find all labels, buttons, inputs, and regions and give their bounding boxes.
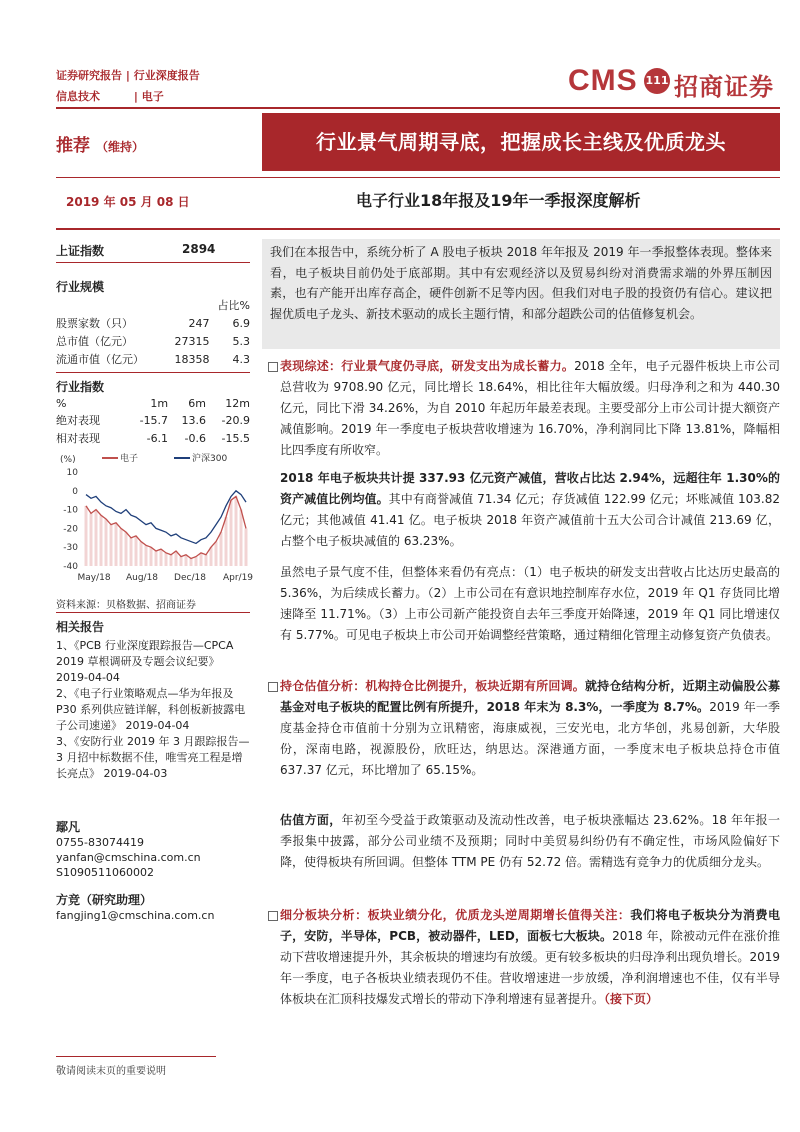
index-chart — [56, 450, 256, 586]
perf-value: -15.7 — [139, 413, 169, 427]
report-date: 2019 年 05 月 08 日 — [66, 195, 190, 209]
para-bold: 我们将电子板块分为消费电子，安防，半导体，PCB，被动器件，LED，面板七大板块。 — [280, 908, 780, 943]
legend-label-hs300: 沪深300 — [192, 454, 228, 464]
analyst-phone: 0755-83074419 — [56, 836, 144, 849]
scale-pct: 6.9 — [232, 316, 250, 330]
para-text: 年初至今受益于政策驱动及流动性改善，电子板块涨幅达 23.62%。18 年年报一季报集中披露，部分公司业绩不及预期；同时中美贸易纠纷仍有不确定性，市场风险偏好下降，使得板块有所回调。但整体 TTM PE 仍有 52.72 倍。需精选有竞争力的优质细分龙头。 — [280, 813, 780, 869]
para-text: 2018 全年，电子元器件板块上市公司总营收为 9708.90 亿元，同比增长 18.64%，相比往年大幅放缓。归母净利之和为 440.30 亿元，同比下滑 34.26%，为自 2010 年起历年最差表现。主要受部分上市公司计提大额资产减值影响。2019 年一季度电子板块营收增速为 16.70%，净利润同比下降 13.81%，降幅相比四季度有所收窄。 — [280, 359, 780, 457]
scale-label: 总市值（亿元） — [56, 335, 133, 348]
area-bar — [145, 545, 148, 566]
divider — [56, 372, 250, 373]
related-date: 2019-04-04 — [56, 671, 120, 684]
perf-col: 6m — [188, 397, 206, 410]
checkbox-icon — [268, 362, 278, 375]
perf-value: -0.6 — [184, 431, 206, 445]
area-bar — [95, 510, 98, 566]
continue-label: （接下页） — [604, 992, 659, 1006]
index-name: 上证指数 — [56, 244, 105, 258]
area-bar — [100, 515, 103, 566]
rating-label: 推荐 — [56, 136, 90, 156]
rating-note: （维持） — [96, 140, 145, 154]
area-bar — [180, 557, 183, 566]
scale-pct: 4.3 — [232, 352, 250, 366]
analyst-name: 方竞（研究助理） — [56, 893, 153, 907]
perf-label: 相对表现 — [56, 432, 100, 445]
y-tick-label: -40 — [63, 562, 78, 572]
para-performance — [280, 356, 780, 461]
analyst-email[interactable]: yanfan@cmschina.com.cn — [56, 851, 201, 864]
area-bar — [175, 551, 178, 566]
y-tick-label: -20 — [63, 524, 78, 535]
logo-cms-text: CMS — [568, 64, 638, 97]
x-tick-label: Aug/18 — [125, 573, 159, 583]
para-impairment — [280, 468, 780, 552]
related-text[interactable]: 2、《电子行业策略观点—华为年报及 P30 系列供应链详解，科创板新披露电子公司速递》 — [56, 687, 246, 732]
para-heading: 细分板块分析：板块业绩分化，优质龙头逆周期增长值得关注： — [280, 908, 631, 922]
scale-value: 18358 — [174, 352, 210, 366]
logo-cn-text: 招商证券 — [674, 73, 774, 101]
rating — [56, 131, 144, 156]
chart-ylabel: (%) — [60, 455, 76, 465]
scale-header: 占比% — [217, 299, 250, 312]
analyst-name: 鄢凡 — [56, 820, 81, 834]
checkbox-icon — [268, 682, 278, 695]
area-bar — [220, 532, 223, 566]
perf-value: -15.5 — [221, 431, 250, 445]
checkbox-icon — [268, 911, 278, 924]
para-segments — [280, 905, 780, 1010]
table-row — [56, 314, 250, 332]
area-bar — [125, 532, 128, 566]
para-text: 虽然电子景气度不佳，但整体来看仍有亮点：（1）电子板块的研发支出营收占比达历史最高的 5.36%，为后续成长蓄力。（2）上市公司在有意识地控制库存水位，2019 年 Q1 存货同比增速降至 11.71%。（3）上市公司新产能投资自去年三季度开始降速，2019 年 Q1 同比增速仅有 5.77%。可见电子板块上市公司开始调整经营策略，通过精细化管理主动修复资产负债表。 — [280, 565, 780, 642]
y-tick-label: -30 — [63, 543, 78, 554]
separator: | — [125, 69, 134, 82]
perf-col: % — [56, 397, 67, 410]
para-holdings — [280, 676, 780, 781]
area-bar — [160, 549, 163, 566]
table-row — [56, 429, 250, 447]
perf-value: -6.1 — [146, 431, 169, 445]
related-text[interactable]: 1、《PCB 行业深度跟踪报告—CPCA 2019 草根调研及专题会议纪要》 — [56, 639, 234, 668]
summary-text: 我们在本报告中，系统分析了 A 股电子板块 2018 年年报及 2019 年一季报整体表现。整体来看，电子板块目前仍处于底部期。其中有宏观经济以及贸易纠纷对消费需求端的外界压制因素，也有产能开出库存高企，硬件创新不足等内因。但我们对电子股的投资仍有信心。建议把握优质电子龙头、新技术驱动的成长主题行情，和部分超跌公司的估值修复机会。 — [270, 245, 772, 321]
related-item[interactable] — [56, 638, 250, 686]
perf-col: 12m — [225, 397, 250, 410]
area-bar — [120, 528, 123, 566]
area-bar — [150, 547, 153, 566]
table-row — [56, 411, 250, 429]
analyst-license: S1090511060002 — [56, 866, 154, 879]
area-bar — [225, 517, 228, 566]
area-bar — [155, 551, 158, 566]
cms-logo — [568, 62, 778, 102]
related-list — [56, 638, 250, 782]
related-item[interactable] — [56, 686, 250, 734]
area-bar — [105, 519, 108, 566]
para-highlights — [280, 562, 780, 646]
scale-pct: 5.3 — [232, 334, 250, 348]
report-type: 证券研究报告 — [56, 69, 122, 82]
y-tick-label: 0 — [72, 486, 78, 497]
area-bar — [230, 500, 233, 566]
x-tick-label: Apr/19 — [222, 573, 254, 583]
y-tick-label: -10 — [63, 505, 78, 516]
sector-line — [56, 88, 164, 104]
para-bold: 估值方面， — [280, 813, 342, 827]
report-subtitle: 电子行业18年报及19年一季报深度解析 — [356, 191, 641, 210]
area-bar — [235, 496, 238, 566]
separator: | — [133, 90, 142, 103]
scale-table — [56, 296, 250, 368]
perf-label: 绝对表现 — [56, 414, 100, 427]
area-bar — [245, 528, 248, 566]
table-row — [56, 332, 250, 350]
para-bold: 就持仓结构分析，近期主动偏股公募基金对电子板块的配置比例有所提升，2018 年末为 8.3%，一季度为 8.7%。 — [280, 679, 780, 714]
area-bar — [200, 553, 203, 566]
area-bar — [130, 538, 133, 566]
perf-title: 行业指数 — [56, 380, 105, 394]
perf-table — [56, 396, 250, 447]
related-text[interactable]: 3、《安防行业 2019 年 3 月跟踪报告—3 月招中标数据不佳，唯雪亮工程是增长亮点》 — [56, 735, 250, 780]
para-text: 其中有商誉减值 71.34 亿元；存货减值 122.99 亿元；坏账减值 103.82 亿元；其他减值 41.41 亿。电子板块 2018 年资产减值前十五大公司合计减值 213.69 亿，占整个电子板块减值的 63.23%。 — [280, 492, 780, 548]
area-bar — [165, 553, 168, 566]
report-title: 行业景气周期寻底，把握成长主线及优质龙头 — [262, 113, 780, 171]
perf-value: -20.9 — [221, 413, 250, 427]
para-heading: 表现综述：行业景气度仍寻底，研发支出为成长蓄力。 — [280, 359, 575, 373]
para-text: 2019 年一季度基金持仓市值前十分别为立讯精密，海康威视，三安光电，北方华创，兆易创新，大华股份，深南电路，视源股份，欣旺达，纳思达。深港通方面，一季度末电子板块总持仓市值 637.37 亿元，环比增加了 65.15%。 — [280, 700, 780, 777]
table-row — [56, 350, 250, 368]
index-row — [56, 242, 250, 259]
scale-value: 27315 — [174, 334, 210, 348]
sector: 信息技术 — [56, 90, 100, 103]
scale-label: 流通市值（亿元） — [56, 353, 144, 366]
divider — [56, 262, 250, 263]
area-bar — [110, 525, 113, 566]
area-bar — [185, 555, 188, 566]
related-title: 相关报告 — [56, 620, 105, 634]
subtitle-rule — [56, 228, 780, 230]
related-date: 2019-04-04 — [125, 719, 190, 732]
area-bar — [140, 542, 143, 566]
footer-note: 敬请阅读末页的重要说明 — [56, 1066, 166, 1077]
area-bar — [90, 513, 93, 566]
x-tick-label: May/18 — [77, 573, 111, 583]
header-rule — [56, 107, 780, 109]
area-bar — [170, 555, 173, 566]
chart-source: 资料来源：贝格数据、招商证券 — [56, 600, 196, 611]
area-bar — [205, 555, 208, 566]
para-bold: 2018 年电子板块共计提 337.93 亿元资产减值，营收占比达 2.94%，远超往年 1.30%的资产减值比例均值。 — [280, 471, 780, 506]
table-header — [56, 396, 250, 411]
summary-box — [262, 239, 780, 349]
related-item[interactable] — [56, 734, 250, 782]
logo-seal-icon: 111 — [644, 68, 670, 94]
scale-title: 行业规模 — [56, 280, 105, 294]
y-tick-label: 10 — [66, 468, 78, 478]
related-date: 2019-04-03 — [103, 767, 168, 780]
legend-label-electronics: 电子 — [120, 454, 139, 464]
para-text: 2018 年，除被动元件在涨价推动下营收增速提升外，其余板块的增速均有放缓。更有较多板块的归母净利出现负增长。2019 年一季度，电子各板块业绩表现仍不佳。营收增速进一步放缓，净利润增速也不佳，仅有半导体板块在汇顶科技爆发式增长的带动下净利增速有显著提升。 — [280, 929, 781, 1006]
area-bar — [195, 557, 198, 566]
area-bar — [215, 542, 218, 566]
title-rule — [56, 177, 780, 178]
perf-col: 1m — [150, 397, 169, 410]
divider — [56, 612, 250, 613]
report-type-line — [56, 67, 200, 83]
perf-value: 13.6 — [181, 413, 206, 427]
analyst-1 — [56, 820, 250, 880]
scale-label: 股票家数（只） — [56, 317, 133, 330]
index-value: 2894 — [182, 242, 216, 256]
para-heading: 持仓估值分析：机构持仓比例提升，板块近期有所回调。 — [280, 679, 585, 693]
area-bar — [190, 558, 193, 566]
area-bar — [135, 536, 138, 566]
report-kind: 行业深度报告 — [133, 69, 200, 82]
industry: 电子 — [141, 90, 164, 103]
area-bar — [240, 510, 243, 566]
analyst-email[interactable]: fangjing1@cmschina.com.cn — [56, 909, 215, 922]
x-tick-label: Dec/18 — [174, 573, 206, 583]
area-bar — [85, 506, 88, 566]
area-bar — [115, 523, 118, 566]
footer-rule — [56, 1056, 216, 1057]
para-valuation — [280, 810, 780, 873]
scale-value: 247 — [188, 316, 210, 330]
analyst-2 — [56, 892, 250, 924]
area-bar — [210, 547, 213, 566]
